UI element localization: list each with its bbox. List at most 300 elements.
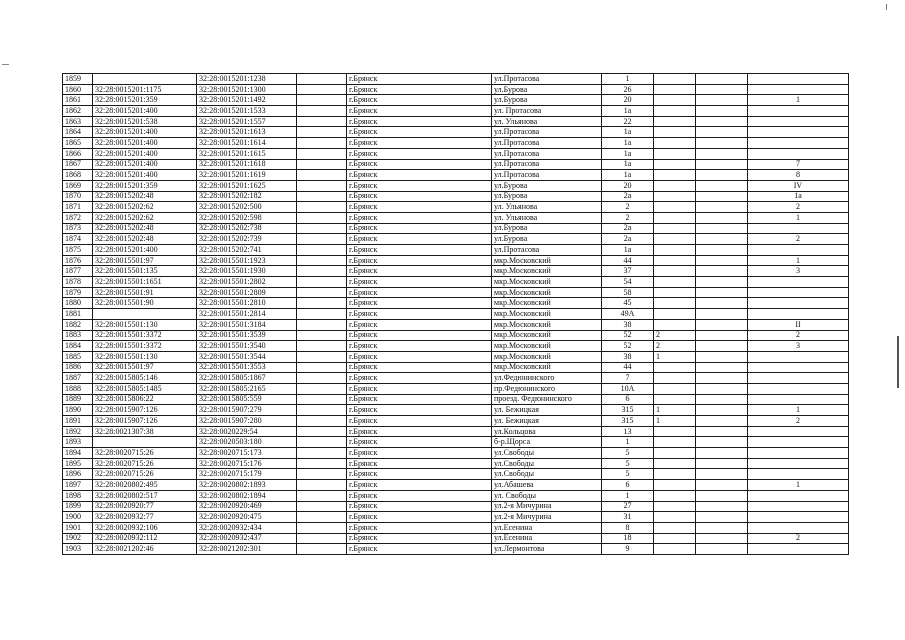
row-number: 1864: [63, 127, 93, 138]
blank-cell: [297, 458, 347, 469]
row-number: 1877: [63, 266, 93, 277]
building-number: [654, 480, 696, 491]
extra-cell: [696, 180, 748, 191]
extra-cell: [696, 362, 748, 373]
cadastral-number: 32:28:0015201:1625: [197, 180, 297, 191]
row-number: 1871: [63, 202, 93, 213]
row-number: 1869: [63, 180, 93, 191]
parent-cadastral-number: 32:28:0015201:400: [93, 138, 197, 149]
extra-cell: [696, 490, 748, 501]
house-number: 45: [602, 298, 654, 309]
parent-cadastral-number: 32:28:0015201:400: [93, 159, 197, 170]
building-number: [654, 426, 696, 437]
apartment-number: [748, 127, 849, 138]
blank-cell: [297, 405, 347, 416]
house-number: 7: [602, 373, 654, 384]
parent-cadastral-number: 32:28:0020932:77: [93, 512, 197, 523]
row-number: 1886: [63, 362, 93, 373]
house-number: 27: [602, 501, 654, 512]
parent-cadastral-number: 32:28:0020920:77: [93, 501, 197, 512]
blank-cell: [297, 84, 347, 95]
street: ул.Протасова: [492, 170, 602, 181]
cadastral-number: 32:28:0015907:280: [197, 416, 297, 427]
parent-cadastral-number: 32:28:0015501:97: [93, 362, 197, 373]
apartment-number: 7: [748, 159, 849, 170]
house-number: 315: [602, 405, 654, 416]
table-row: [63, 394, 849, 405]
parent-cadastral-number: 32:28:0020715:26: [93, 458, 197, 469]
building-number: [654, 533, 696, 544]
street: ул.Протасова: [492, 138, 602, 149]
city: г.Брянск: [347, 437, 492, 448]
apartment-number: [748, 116, 849, 127]
apartment-number: 1: [748, 255, 849, 266]
house-number: 6: [602, 394, 654, 405]
extra-cell: [696, 170, 748, 181]
city: г.Брянск: [347, 106, 492, 117]
extra-cell: [696, 159, 748, 170]
extra-cell: [696, 383, 748, 394]
city: г.Брянск: [347, 287, 492, 298]
extra-cell: [696, 106, 748, 117]
house-number: 52: [602, 341, 654, 352]
apartment-number: 2: [748, 416, 849, 427]
building-number: [654, 170, 696, 181]
city: г.Брянск: [347, 234, 492, 245]
table-row: [63, 127, 849, 138]
street: мкр.Московский: [492, 255, 602, 266]
blank-cell: [297, 191, 347, 202]
street: ул.Бурова: [492, 234, 602, 245]
city: г.Брянск: [347, 341, 492, 352]
extra-cell: [696, 437, 748, 448]
apartment-number: [748, 383, 849, 394]
cadastral-number: 32:28:0015501:2814: [197, 309, 297, 320]
blank-cell: [297, 309, 347, 320]
parent-cadastral-number: 32:28:0015202:62: [93, 202, 197, 213]
city: г.Брянск: [347, 191, 492, 202]
city: г.Брянск: [347, 383, 492, 394]
blank-cell: [297, 469, 347, 480]
parent-cadastral-number: 32:28:0015202:48: [93, 191, 197, 202]
parent-cadastral-number: 32:28:0020715:26: [93, 448, 197, 459]
table-row: [63, 405, 849, 416]
parent-cadastral-number: 32:28:0020932:112: [93, 533, 197, 544]
blank-cell: [297, 330, 347, 341]
blank-cell: [297, 212, 347, 223]
parent-cadastral-number: [93, 437, 197, 448]
cadastral-number: 32:28:0015201:1238: [197, 74, 297, 85]
apartment-number: [748, 148, 849, 159]
table-row: [63, 74, 849, 85]
street: б-р.Щорса: [492, 437, 602, 448]
table-row: [63, 159, 849, 170]
house-number: 9: [602, 544, 654, 555]
apartment-number: 2: [748, 533, 849, 544]
table-row: [63, 330, 849, 341]
blank-cell: [297, 319, 347, 330]
blank-cell: [297, 234, 347, 245]
blank-cell: [297, 351, 347, 362]
blank-cell: [297, 490, 347, 501]
house-number: 38: [602, 351, 654, 362]
apartment-number: [748, 426, 849, 437]
apartment-number: [748, 544, 849, 555]
table-row: [63, 287, 849, 298]
blank-cell: [297, 383, 347, 394]
parent-cadastral-number: 32:28:0015907:126: [93, 405, 197, 416]
cadastral-number: 32:28:0020802:1894: [197, 490, 297, 501]
blank-cell: [297, 533, 347, 544]
city: г.Брянск: [347, 266, 492, 277]
blank-cell: [297, 127, 347, 138]
street: мкр.Московский: [492, 330, 602, 341]
house-number: 1а: [602, 148, 654, 159]
building-number: [654, 95, 696, 106]
cadastral-number: 32:28:0015501:1930: [197, 266, 297, 277]
row-number: 1879: [63, 287, 93, 298]
cadastral-number: 32:28:0020932:434: [197, 522, 297, 533]
extra-cell: [696, 512, 748, 523]
house-number: 10А: [602, 383, 654, 394]
table-row: [63, 234, 849, 245]
house-number: 1а: [602, 245, 654, 256]
city: г.Брянск: [347, 426, 492, 437]
row-number: 1882: [63, 319, 93, 330]
house-number: 1: [602, 74, 654, 85]
apartment-number: 2: [748, 330, 849, 341]
apartment-number: 3: [748, 341, 849, 352]
city: г.Брянск: [347, 298, 492, 309]
extra-cell: [696, 95, 748, 106]
cadastral-number: 32:28:0020802:1893: [197, 480, 297, 491]
extra-cell: [696, 522, 748, 533]
building-number: [654, 84, 696, 95]
city: г.Брянск: [347, 245, 492, 256]
street: ул.Бурова: [492, 180, 602, 191]
city: г.Брянск: [347, 180, 492, 191]
house-number: 1а: [602, 138, 654, 149]
apartment-number: [748, 522, 849, 533]
apartment-number: II: [748, 319, 849, 330]
cadastral-number: 32:28:0015201:1618: [197, 159, 297, 170]
city: г.Брянск: [347, 373, 492, 384]
apartment-number: [748, 490, 849, 501]
blank-cell: [297, 138, 347, 149]
parent-cadastral-number: 32:28:0015201:400: [93, 170, 197, 181]
city: г.Брянск: [347, 480, 492, 491]
apartment-number: [748, 287, 849, 298]
street: ул.Протасова: [492, 148, 602, 159]
parent-cadastral-number: 32:28:0015201:1175: [93, 84, 197, 95]
street: ул.Кольцова: [492, 426, 602, 437]
cadastral-number: 32:28:0015501:3539: [197, 330, 297, 341]
apartment-number: 3: [748, 266, 849, 277]
building-number: [654, 127, 696, 138]
city: г.Брянск: [347, 512, 492, 523]
parent-cadastral-number: 32:28:0020802:517: [93, 490, 197, 501]
building-number: [654, 223, 696, 234]
street: ул.Бурова: [492, 191, 602, 202]
table-row: [63, 212, 849, 223]
table-row: [63, 469, 849, 480]
blank-cell: [297, 448, 347, 459]
parent-cadastral-number: 32:28:0015201:359: [93, 95, 197, 106]
blank-cell: [297, 159, 347, 170]
cadastral-number: 32:28:0020715:179: [197, 469, 297, 480]
building-number: [654, 319, 696, 330]
cadastral-number: 32:28:0020715:173: [197, 448, 297, 459]
apartment-number: [748, 373, 849, 384]
cadastral-number: 32:28:0015201:1613: [197, 127, 297, 138]
blank-cell: [297, 106, 347, 117]
scan-mark-top: [886, 4, 887, 10]
house-number: 1а: [602, 170, 654, 181]
row-number: 1890: [63, 405, 93, 416]
street: ул.2-я Мичурина: [492, 512, 602, 523]
building-number: [654, 116, 696, 127]
blank-cell: [297, 394, 347, 405]
street: ул.Свободы: [492, 469, 602, 480]
blank-cell: [297, 277, 347, 288]
table-row: [63, 255, 849, 266]
street: ул.Бурова: [492, 223, 602, 234]
city: г.Брянск: [347, 522, 492, 533]
parent-cadastral-number: 32:28:0015201:359: [93, 180, 197, 191]
table-row: [63, 298, 849, 309]
building-number: [654, 490, 696, 501]
building-number: [654, 180, 696, 191]
parent-cadastral-number: 32:28:0015501:91: [93, 287, 197, 298]
street: ул.Протасова: [492, 245, 602, 256]
city: г.Брянск: [347, 330, 492, 341]
house-number: 5: [602, 448, 654, 459]
building-number: [654, 138, 696, 149]
table-row: [63, 309, 849, 320]
house-number: 20: [602, 180, 654, 191]
blank-cell: [297, 544, 347, 555]
extra-cell: [696, 533, 748, 544]
city: г.Брянск: [347, 469, 492, 480]
building-number: [654, 501, 696, 512]
house-number: 1а: [602, 159, 654, 170]
table-row: [63, 84, 849, 95]
city: г.Брянск: [347, 138, 492, 149]
city: г.Брянск: [347, 202, 492, 213]
house-number: 2а: [602, 223, 654, 234]
blank-cell: [297, 522, 347, 533]
extra-cell: [696, 448, 748, 459]
city: г.Брянск: [347, 84, 492, 95]
table-row: [63, 148, 849, 159]
parent-cadastral-number: 32:28:0015501:3372: [93, 341, 197, 352]
row-number: 1867: [63, 159, 93, 170]
apartment-number: [748, 394, 849, 405]
table-row: [63, 170, 849, 181]
parent-cadastral-number: 32:28:0020802:495: [93, 480, 197, 491]
building-number: [654, 309, 696, 320]
table-row: [63, 362, 849, 373]
city: г.Брянск: [347, 501, 492, 512]
street: ул.Бурова: [492, 95, 602, 106]
house-number: 37: [602, 266, 654, 277]
apartment-number: [748, 298, 849, 309]
blank-cell: [297, 116, 347, 127]
row-number: 1876: [63, 255, 93, 266]
street: ул. Ульянова: [492, 212, 602, 223]
row-number: 1863: [63, 116, 93, 127]
row-number: 1892: [63, 426, 93, 437]
table-row: [63, 266, 849, 277]
house-number: 6: [602, 480, 654, 491]
parent-cadastral-number: 32:28:0015501:97: [93, 255, 197, 266]
extra-cell: [696, 458, 748, 469]
city: г.Брянск: [347, 255, 492, 266]
city: г.Брянск: [347, 394, 492, 405]
city: г.Брянск: [347, 159, 492, 170]
parent-cadastral-number: 32:28:0015501:1651: [93, 277, 197, 288]
building-number: [654, 458, 696, 469]
apartment-number: [748, 351, 849, 362]
cadastral-number: 32:28:0020715:176: [197, 458, 297, 469]
building-number: 2: [654, 341, 696, 352]
city: г.Брянск: [347, 277, 492, 288]
parent-cadastral-number: 32:28:0015501:90: [93, 298, 197, 309]
cadastral-number: 32:28:0015501:2802: [197, 277, 297, 288]
cadastral-number: 32:28:0015202:741: [197, 245, 297, 256]
street: ул.Есенина: [492, 533, 602, 544]
row-number: 1895: [63, 458, 93, 469]
extra-cell: [696, 266, 748, 277]
cadastral-number: 32:28:0015201:1492: [197, 95, 297, 106]
register-rows: [63, 74, 849, 555]
street: мкр.Московский: [492, 341, 602, 352]
row-number: 1900: [63, 512, 93, 523]
row-number: 1901: [63, 522, 93, 533]
table-row: [63, 522, 849, 533]
apartment-number: [748, 448, 849, 459]
apartment-number: [748, 512, 849, 523]
row-number: 1873: [63, 223, 93, 234]
row-number: 1894: [63, 448, 93, 459]
table-row: [63, 448, 849, 459]
street: ул.2-я Мичурина: [492, 501, 602, 512]
street: ул. Протасова: [492, 106, 602, 117]
row-number: 1866: [63, 148, 93, 159]
city: г.Брянск: [347, 116, 492, 127]
city: г.Брянск: [347, 127, 492, 138]
table-row: [63, 202, 849, 213]
apartment-number: 1: [748, 212, 849, 223]
apartment-number: [748, 458, 849, 469]
row-number: 1891: [63, 416, 93, 427]
house-number: 1а: [602, 106, 654, 117]
blank-cell: [297, 341, 347, 352]
apartment-number: 8: [748, 170, 849, 181]
house-number: 2: [602, 202, 654, 213]
building-number: [654, 437, 696, 448]
apartment-number: [748, 437, 849, 448]
apartment-number: 1а: [748, 191, 849, 202]
city: г.Брянск: [347, 448, 492, 459]
parent-cadastral-number: 32:28:0015805:146: [93, 373, 197, 384]
extra-cell: [696, 469, 748, 480]
parent-cadastral-number: [93, 309, 197, 320]
row-number: 1883: [63, 330, 93, 341]
parent-cadastral-number: 32:28:0015201:400: [93, 245, 197, 256]
extra-cell: [696, 394, 748, 405]
street: ул. Бежицкая: [492, 416, 602, 427]
street: пр.Федюнинского: [492, 383, 602, 394]
parent-cadastral-number: 32:28:0015907:126: [93, 416, 197, 427]
street: ул.Протасова: [492, 74, 602, 85]
table-row: [63, 512, 849, 523]
street: ул.Лермонтова: [492, 544, 602, 555]
apartment-number: 1: [748, 95, 849, 106]
extra-cell: [696, 234, 748, 245]
cadastral-number: 32:28:0015907:279: [197, 405, 297, 416]
apartment-number: IV: [748, 180, 849, 191]
row-number: 1881: [63, 309, 93, 320]
extra-cell: [696, 287, 748, 298]
house-number: 2а: [602, 191, 654, 202]
blank-cell: [297, 373, 347, 384]
cadastral-number: 32:28:0015202:182: [197, 191, 297, 202]
row-number: 1888: [63, 383, 93, 394]
blank-cell: [297, 437, 347, 448]
building-number: [654, 277, 696, 288]
house-number: 38: [602, 319, 654, 330]
city: г.Брянск: [347, 533, 492, 544]
apartment-number: [748, 106, 849, 117]
row-number: 1903: [63, 544, 93, 555]
extra-cell: [696, 277, 748, 288]
extra-cell: [696, 405, 748, 416]
house-number: 26: [602, 84, 654, 95]
cadastral-number: 32:28:0015202:500: [197, 202, 297, 213]
city: г.Брянск: [347, 458, 492, 469]
building-number: [654, 148, 696, 159]
street: ул. Бежицкая: [492, 405, 602, 416]
building-number: 1: [654, 351, 696, 362]
extra-cell: [696, 74, 748, 85]
house-number: 5: [602, 469, 654, 480]
cadastral-number: 32:28:0020932:437: [197, 533, 297, 544]
street: мкр.Московский: [492, 309, 602, 320]
street: мкр.Московский: [492, 362, 602, 373]
city: г.Брянск: [347, 170, 492, 181]
row-number: 1902: [63, 533, 93, 544]
building-number: [654, 202, 696, 213]
building-number: [654, 191, 696, 202]
blank-cell: [297, 501, 347, 512]
extra-cell: [696, 138, 748, 149]
extra-cell: [696, 223, 748, 234]
row-number: 1887: [63, 373, 93, 384]
parent-cadastral-number: 32:28:0015501:130: [93, 319, 197, 330]
street: проезд. Федюнинского: [492, 394, 602, 405]
table-row: [63, 383, 849, 394]
table-row: [63, 191, 849, 202]
scan-mark-right: [897, 336, 899, 388]
row-number: 1899: [63, 501, 93, 512]
cadastral-number: 32:28:0020920:475: [197, 512, 297, 523]
blank-cell: [297, 202, 347, 213]
table-row: [63, 106, 849, 117]
table-row: [63, 544, 849, 555]
blank-cell: [297, 416, 347, 427]
scan-mark-left: [2, 64, 9, 65]
